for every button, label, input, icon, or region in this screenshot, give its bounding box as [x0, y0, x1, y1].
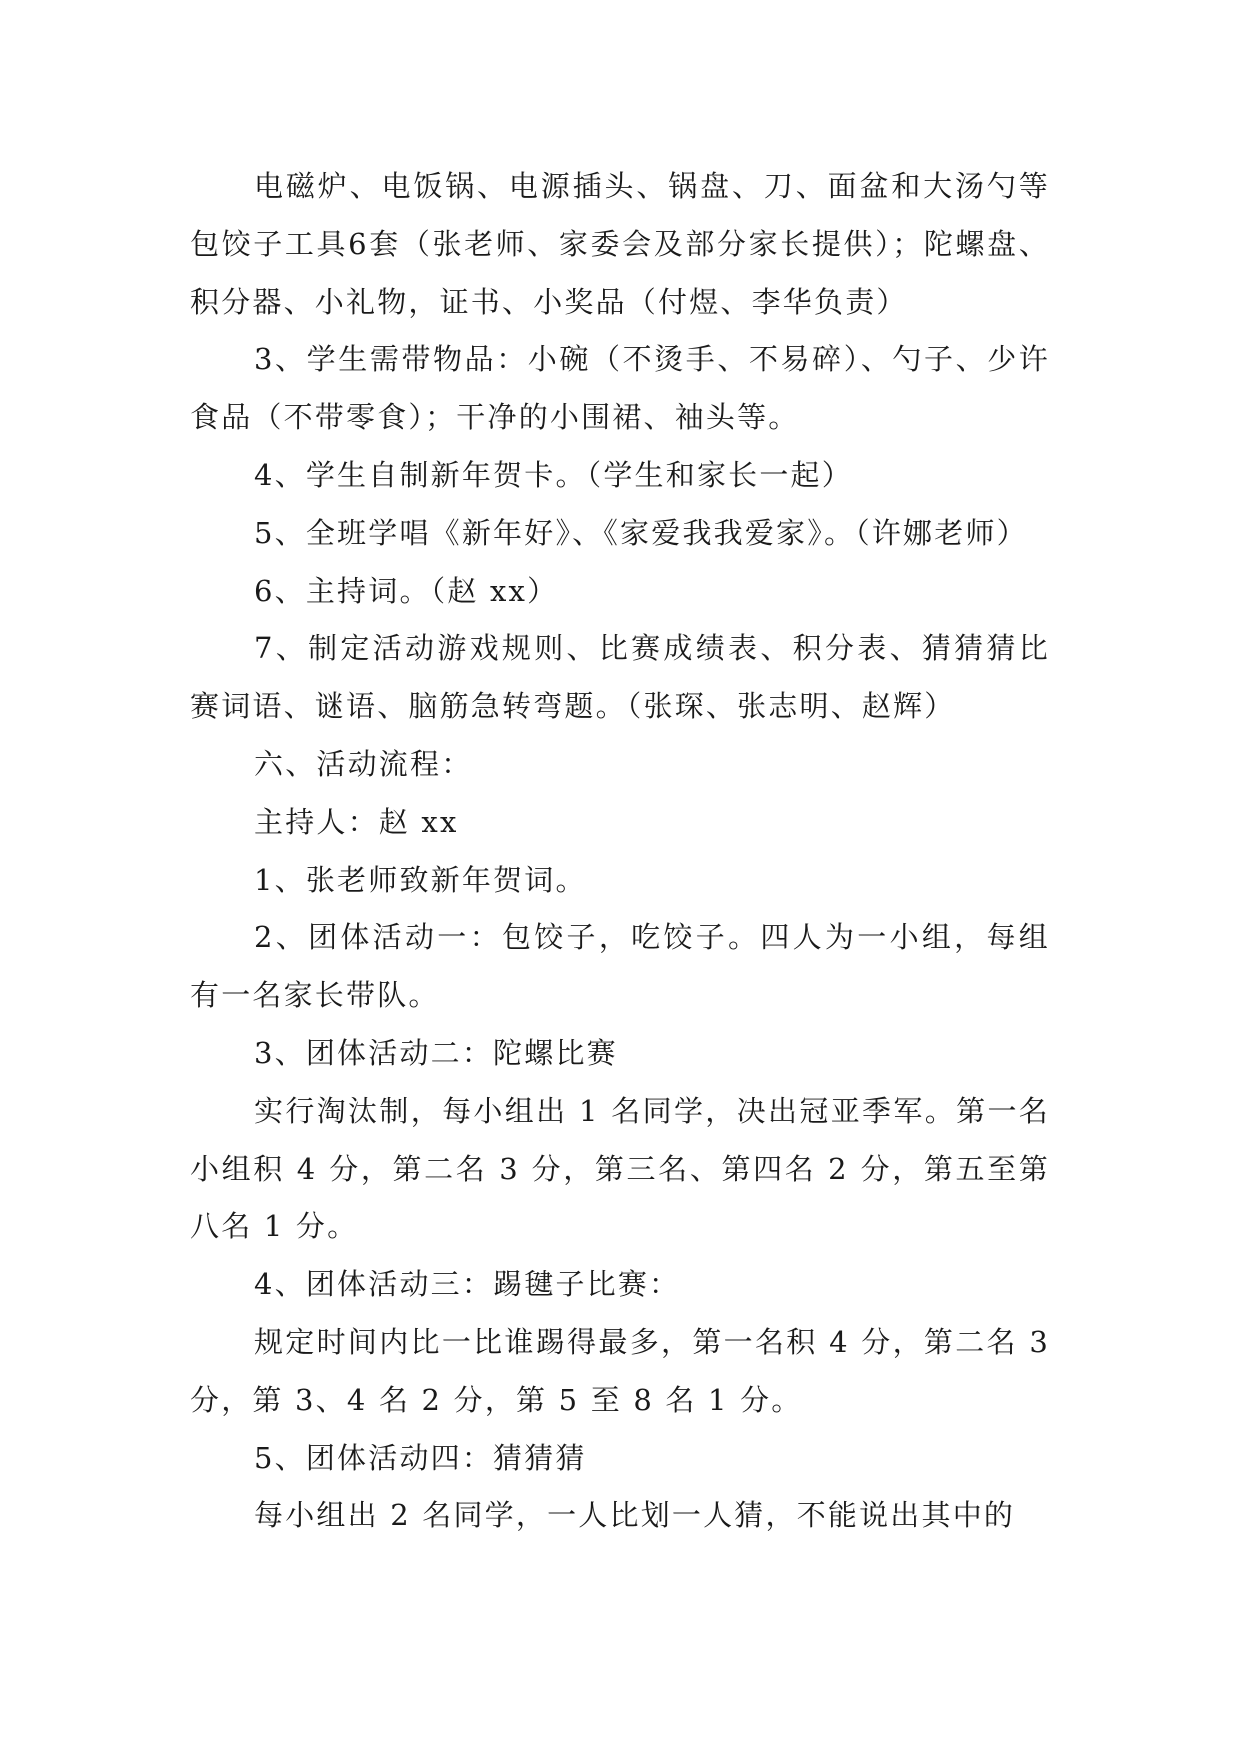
paragraph-host: 主持人：赵 xx	[254, 804, 459, 839]
paragraph-equipment-list: 电磁炉、电饭锅、电源插头、锅盘、刀、面盆和大汤勺等包饺子工具6套（张老师、家委会及部分家长提供）；陀螺盘、积分器、小礼物，证书、小奖品（付煜、李华负责）	[190, 169, 1050, 319]
document-body	[190, 158, 1050, 1545]
paragraph-spinning-top-rules: 实行淘汰制，每小组出 1 名同学，决出冠亚季军。第一名小组积 4 分，第二名 3 分，第三名、第四名 2 分，第五至第八名 1 分。	[190, 1093, 1050, 1244]
paragraph-new-year-card: 4、学生自制新年贺卡。（学生和家长一起）	[254, 457, 853, 492]
paragraph-student-items: 3、学生需带物品：小碗（不烫手、不易碎）、勺子、少许食品（不带零食）；干净的小围裙、袖头等。	[190, 342, 1050, 435]
paragraph-activity-guessing: 5、团体活动四：猜猜猜	[254, 1440, 587, 1475]
paragraph-activity-shuttlecock: 4、团体活动三：踢毽子比赛：	[254, 1267, 681, 1302]
paragraph-host-script: 6、主持词。（赵 xx）	[254, 573, 559, 608]
paragraph-shuttlecock-rules: 规定时间内比一比谁踢得最多，第一名积 4 分，第二名 3 分，第 3、4 名 2 分，第 5 至 8 名 1 分。	[190, 1324, 1050, 1417]
paragraph-activity-dumplings: 2、团体活动一：包饺子，吃饺子。四人为一小组，每组有一名家长带队。	[190, 920, 1050, 1013]
paragraph-guessing-rules: 每小组出 2 名同学，一人比划一人猜，不能说出其中的	[254, 1498, 1016, 1533]
paragraph-game-rules: 7、制定活动游戏规则、比赛成绩表、积分表、猜猜猜比赛词语、谜语、脑筋急转弯题。（张琛、张志明、赵辉）	[190, 631, 1050, 724]
paragraph-songs: 5、全班学唱《新年好》、《家爱我我爱家》。（许娜老师）	[254, 515, 1028, 550]
paragraph-teacher-greeting: 1、张老师致新年贺词。	[254, 862, 587, 897]
section-heading-activity-flow: 六、活动流程：	[254, 746, 473, 781]
paragraph-activity-spinning-top: 3、团体活动二：陀螺比赛	[254, 1035, 618, 1070]
